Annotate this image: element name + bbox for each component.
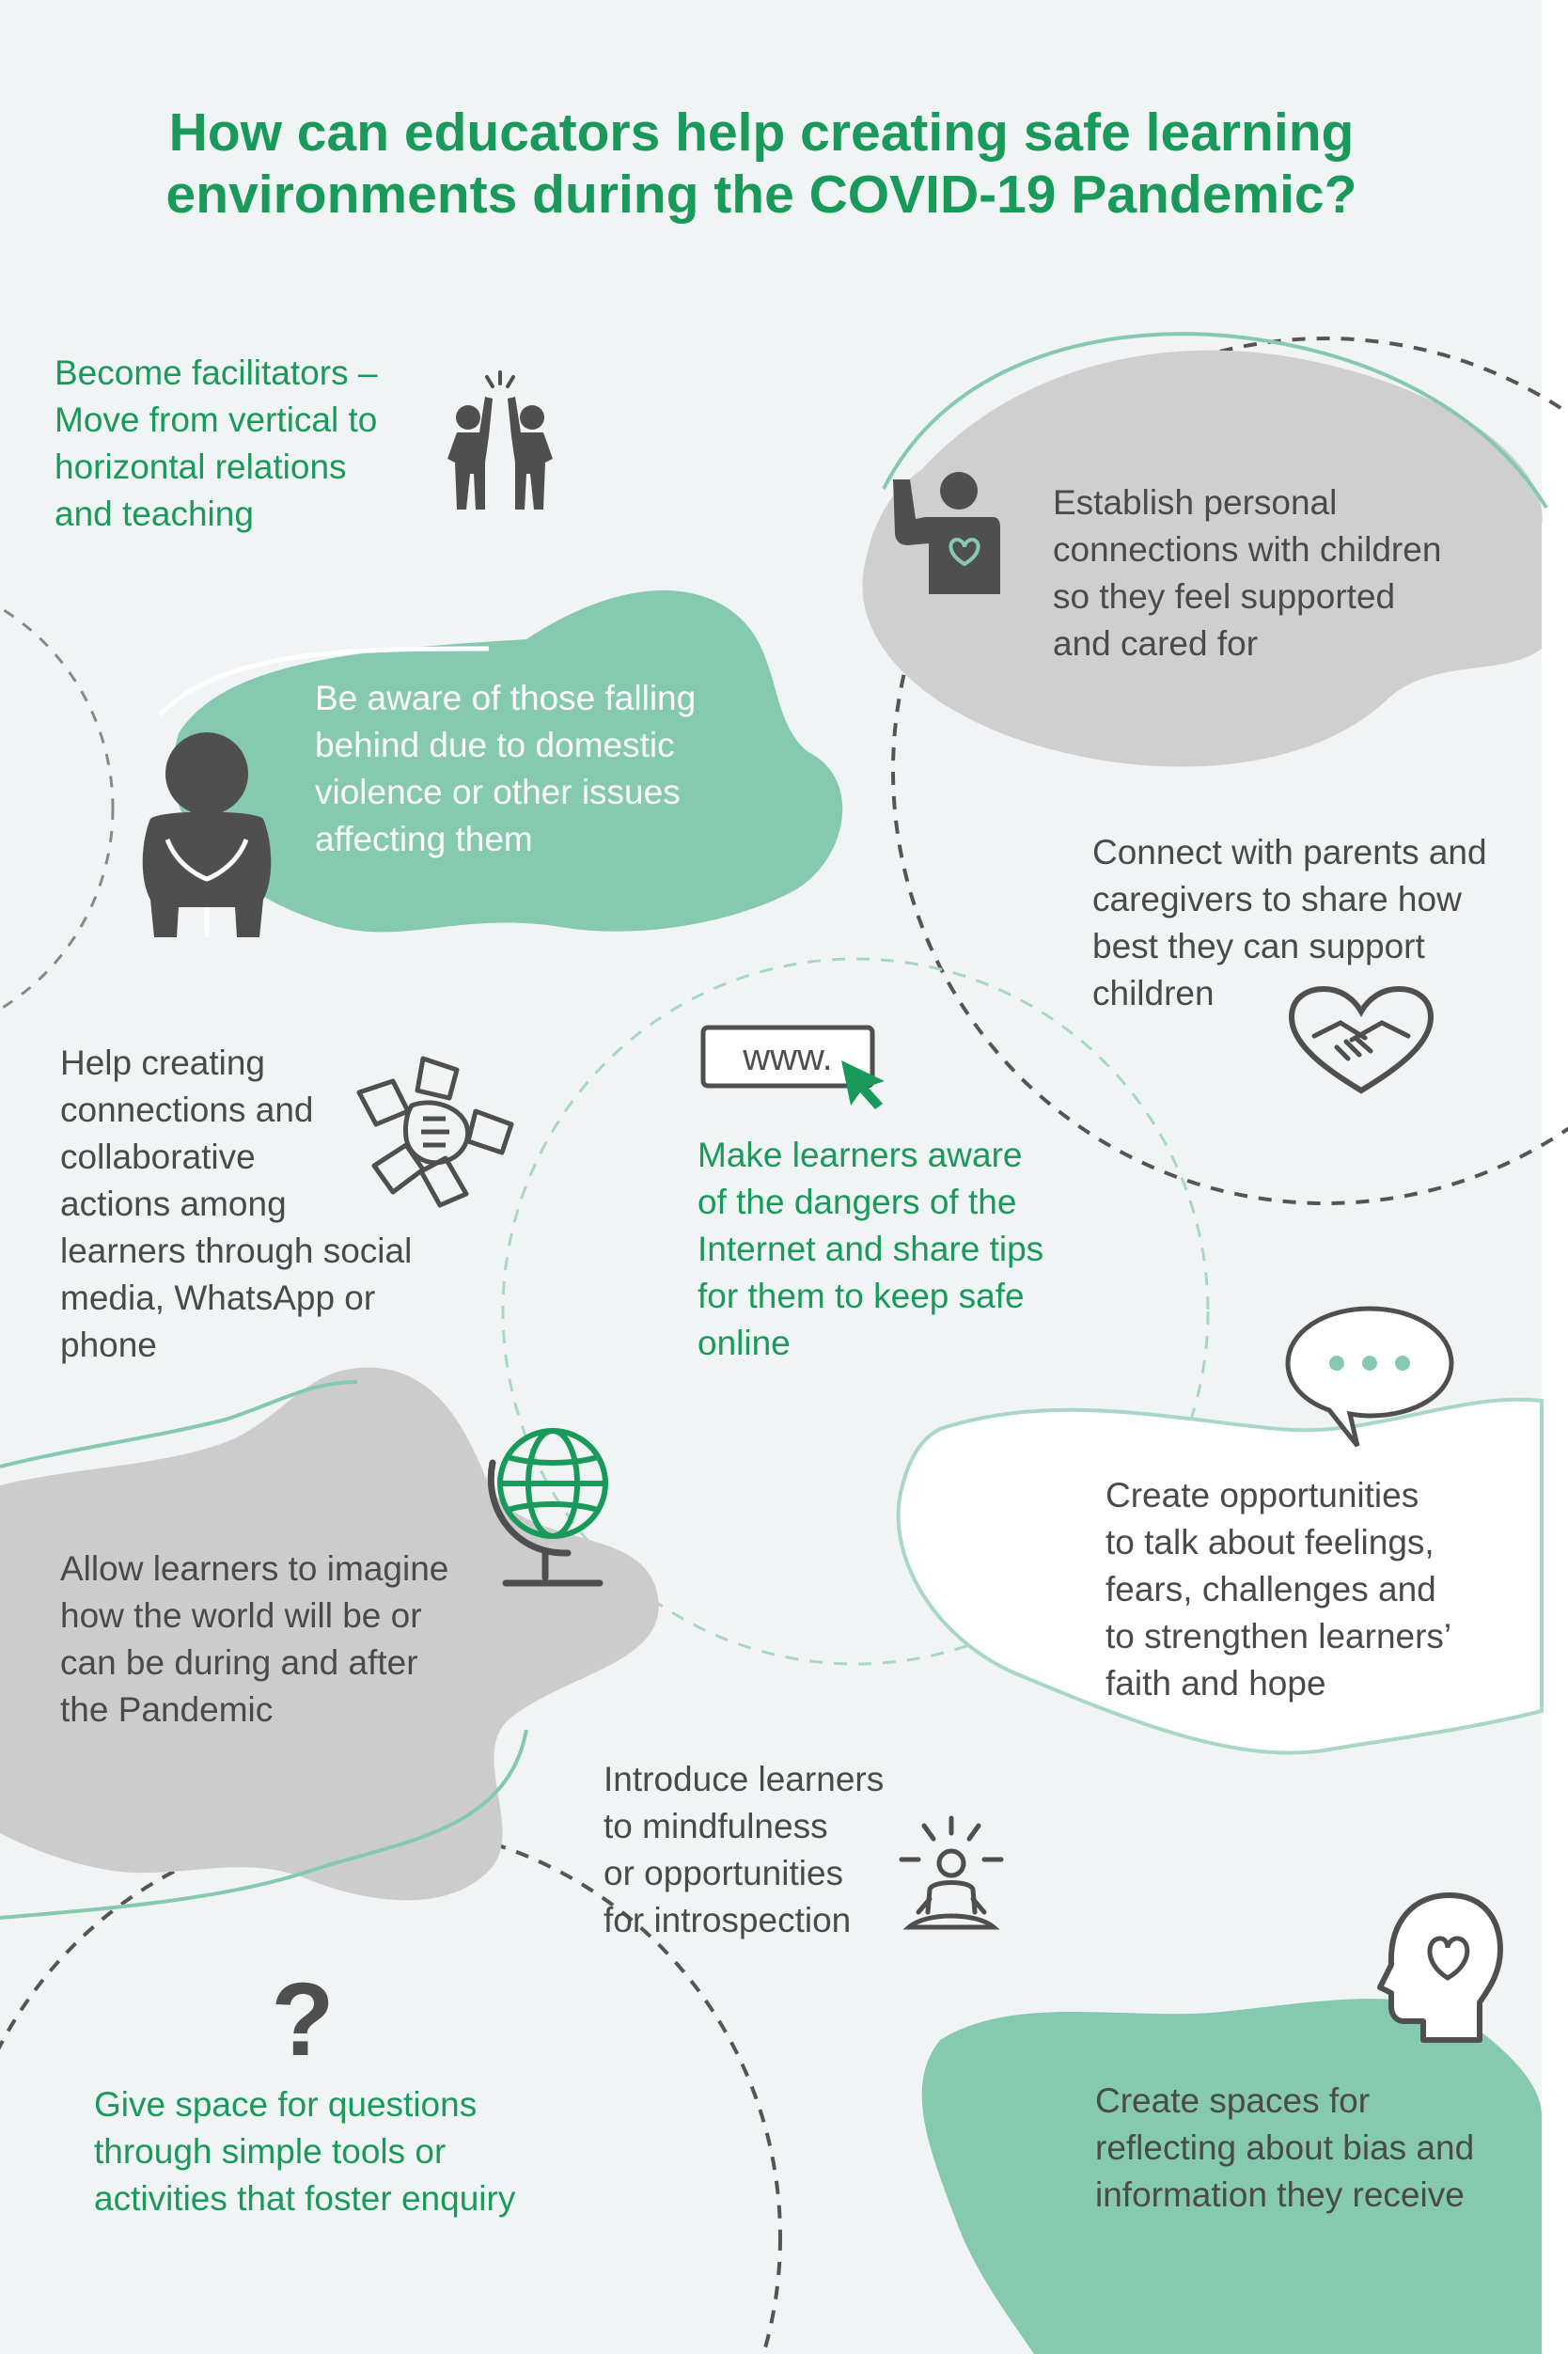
tip-bias — [1095, 2078, 1474, 2219]
tip-personal-line: and cared for — [1053, 624, 1259, 663]
tip-questions-line: Give space for questions — [94, 2085, 478, 2124]
tip-mindfulness — [604, 1756, 884, 1944]
head-heart-icon — [1374, 1890, 1506, 2045]
title-line-2: environments during the COVID-19 Pandemic? — [165, 165, 1357, 225]
tip-aware-line: violence or other issues — [315, 773, 681, 811]
tip-mindfulness-line: to mindfulness — [604, 1807, 828, 1845]
sad-child-icon — [132, 729, 282, 940]
tip-bias-line: reflecting about bias and — [1095, 2128, 1475, 2167]
tip-facilitators-line: Move from vertical to — [55, 400, 378, 439]
speech-bubble-icon — [1280, 1301, 1459, 1452]
tip-mindfulness-line: for introspection — [604, 1901, 852, 1939]
meditation-icon — [898, 1814, 1006, 1941]
tip-facilitators-line: and teaching — [55, 494, 254, 533]
tip-bias-line: Create spaces for — [1095, 2081, 1371, 2120]
tip-connections-line: collaborative — [60, 1138, 256, 1176]
tip-questions-line: through simple tools or — [94, 2132, 447, 2171]
tip-questions-line: activities that foster enquiry — [94, 2179, 516, 2218]
dashed-arc-left — [0, 573, 113, 1044]
tip-feelings-line: fears, challenges and — [1105, 1570, 1436, 1609]
tip-mindfulness-line: Introduce learners — [604, 1760, 885, 1798]
tip-imagine-line: the Pandemic — [60, 1690, 274, 1729]
tip-feelings-line: to strengthen learners’ — [1105, 1617, 1452, 1656]
tip-aware — [315, 675, 696, 863]
joined-hands-icon — [355, 1053, 515, 1208]
question-mark-glyph: ? — [271, 1962, 335, 2064]
tip-connections-line: connections and — [60, 1091, 314, 1129]
tip-connections-line: learners through social — [60, 1232, 413, 1270]
tip-personal-line: Establish personal — [1053, 483, 1338, 522]
tip-feelings-line: faith and hope — [1105, 1664, 1326, 1703]
question-mark-icon — [265, 1961, 340, 2064]
tip-internet-line: online — [698, 1324, 791, 1362]
tip-parents-line: caregivers to share how — [1092, 880, 1462, 918]
tip-internet-line: Internet and share tips — [698, 1230, 1044, 1268]
tip-aware-line: Be aware of those falling — [315, 679, 697, 717]
tip-personal-line: so they feel supported — [1053, 577, 1396, 616]
tip-parents-line: Connect with parents and — [1092, 833, 1487, 871]
tip-imagine-line: Allow learners to imagine — [60, 1549, 449, 1588]
tip-facilitators — [55, 350, 377, 538]
tip-imagine-line: how the world will be or — [60, 1596, 422, 1635]
high-five-icon — [431, 369, 572, 514]
tip-internet-line: Make learners aware — [698, 1136, 1023, 1174]
tip-facilitators-line: horizontal relations — [55, 447, 347, 486]
tip-internet-line: for them to keep safe — [698, 1277, 1025, 1315]
tip-connections-line: actions among — [60, 1185, 287, 1223]
page-title — [56, 102, 1466, 226]
tip-connections-line: Help creating — [60, 1044, 266, 1082]
tip-facilitators-line: Become facilitators – — [55, 353, 378, 392]
raised-hand-heart-icon — [889, 470, 1011, 597]
tip-internet — [698, 1132, 1043, 1367]
tip-aware-line: behind due to domestic — [315, 726, 675, 764]
tip-mindfulness-line: or opportunities — [604, 1854, 844, 1892]
www-cursor-icon — [700, 1025, 898, 1109]
tip-feelings-line: to talk about feelings, — [1105, 1523, 1435, 1561]
globe-icon — [478, 1416, 623, 1594]
www-label: www. — [743, 1037, 833, 1078]
tip-imagine-line: can be during and after — [60, 1643, 418, 1682]
tip-feelings-line: Create opportunities — [1105, 1476, 1419, 1514]
tip-imagine — [60, 1546, 448, 1734]
tip-personal-connections — [1053, 479, 1441, 667]
tip-internet-line: of the dangers of the — [698, 1183, 1017, 1221]
tip-aware-line: affecting them — [315, 820, 533, 858]
tip-parents-line: best they can support — [1092, 927, 1425, 965]
tip-bias-line: information they receive — [1095, 2175, 1465, 2214]
tip-personal-line: connections with children — [1053, 530, 1442, 569]
tip-parents-line: children — [1092, 974, 1215, 1012]
tip-questions — [94, 2081, 515, 2222]
tip-connections-line: phone — [60, 1326, 157, 1364]
title-line-1: How can educators help creating safe learning — [168, 102, 1355, 163]
heart-handshake-icon — [1286, 985, 1436, 1098]
tip-connections-line: media, WhatsApp or — [60, 1279, 376, 1317]
tip-feelings — [1105, 1472, 1451, 1707]
